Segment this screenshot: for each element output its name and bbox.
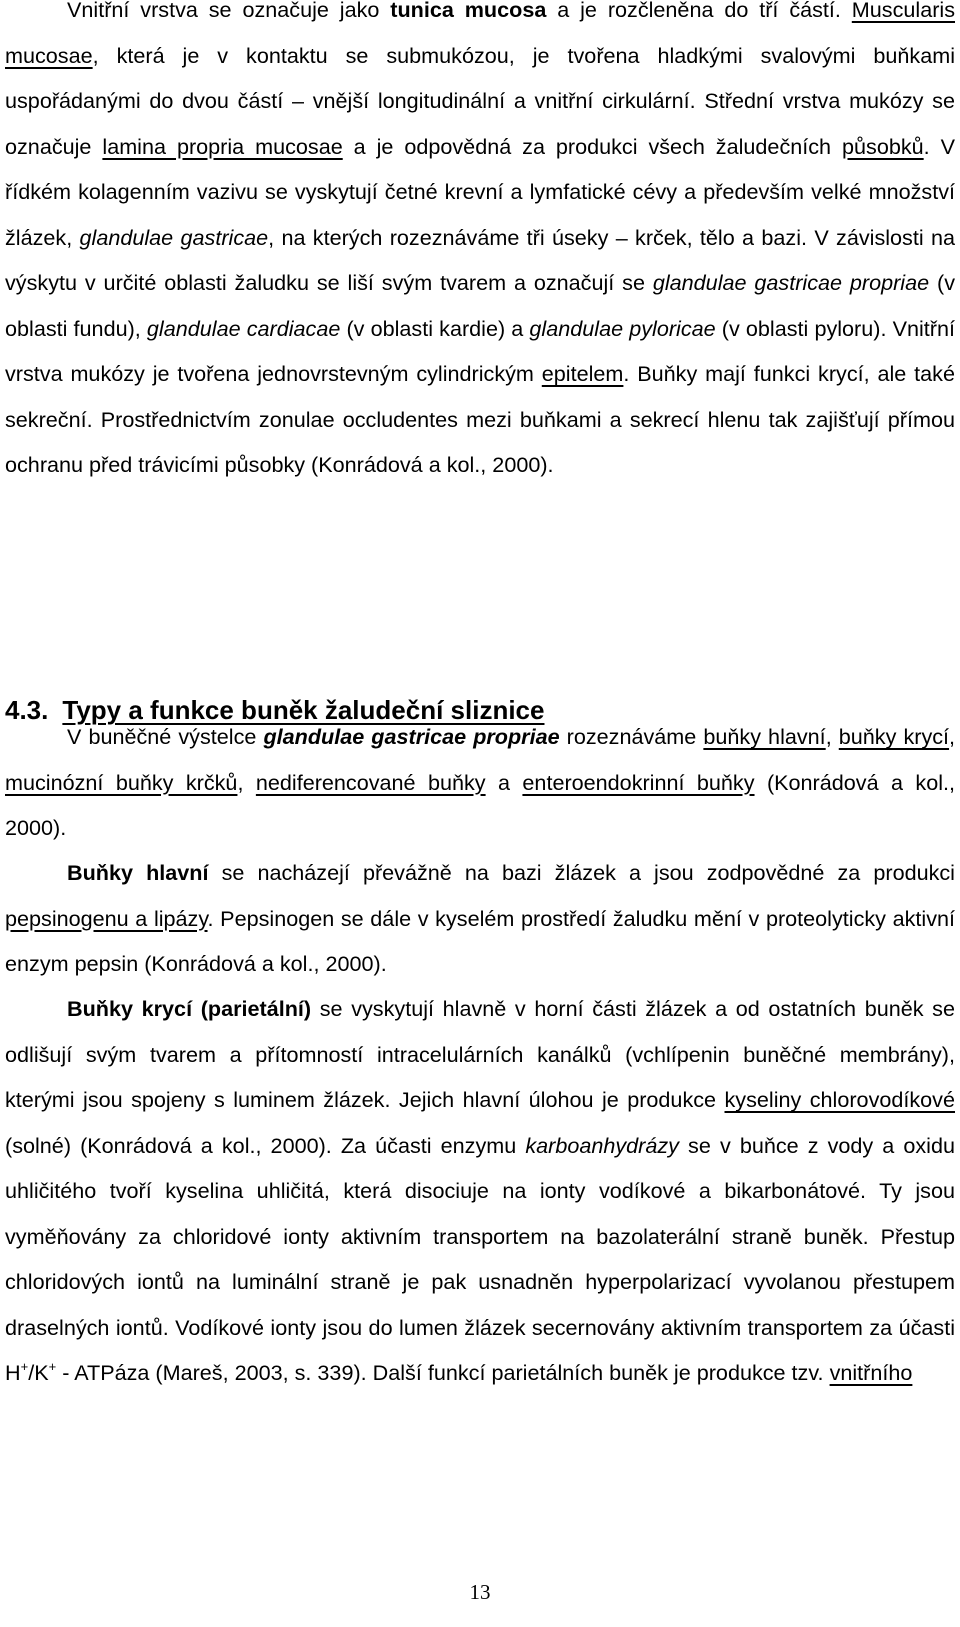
underlined-term: buňky hlavní xyxy=(703,724,826,749)
text: . Buňky mají funkci krycí, ale také sekreční. xyxy=(5,361,955,432)
underlined-term: enteroendokrinní buňky xyxy=(522,769,755,795)
text: a xyxy=(485,769,523,795)
superscript: + xyxy=(48,1359,57,1374)
paragraph-parietal-cells xyxy=(5,986,955,1396)
text: (solné) (Konrádová a kol., 2000). Za účasti enzymu xyxy=(5,1132,526,1158)
bold-italic-term: glandulae gastricae propriae xyxy=(263,724,560,749)
superscript: + xyxy=(20,1359,29,1374)
text: , xyxy=(237,769,256,795)
underlined-term: epitelem xyxy=(541,361,624,386)
paragraph-chief-cells xyxy=(5,850,955,987)
section-title: Typy a funkce buněk žaludeční sliznice xyxy=(62,695,545,725)
bold-term: tunica mucosa xyxy=(390,0,547,22)
page-number: 13 xyxy=(469,1580,491,1604)
underlined-term: mucinózní buňky krčků xyxy=(5,769,238,795)
text: /K xyxy=(28,1360,49,1385)
text: , xyxy=(825,724,839,749)
text: Prostřednictvím zonulae occludentes mezi buňkami a sekrecí hlenu tak zajišťují přímou ochranu před trávicími působky (Konrádová a kol., 2000). xyxy=(5,406,956,477)
text: . Pepsinogen se dále v kyselém prostředí žaludku mění v proteolyticky aktivní enzym pepsin (Konrádová a kol., 2000). xyxy=(5,905,955,976)
paragraph-cell-types xyxy=(5,714,955,851)
italic-term: glandulae pyloricae xyxy=(529,315,716,341)
underlined-term: nediferencované buňky xyxy=(255,769,486,795)
text: (v oblasti kardie) a xyxy=(340,315,530,341)
section-number: 4.3. xyxy=(5,695,49,725)
text: , xyxy=(949,724,956,749)
text: se nacházejí převážně na bazi žlázek a jsou zodpovědné za produkci xyxy=(208,860,955,885)
italic-term: karboanhydrázy xyxy=(525,1132,679,1158)
text: (Konrádová a kol., 2000). xyxy=(5,769,956,840)
text: (v oblasti fundu), xyxy=(5,270,955,341)
text: V závislosti na výskytu v určité oblasti žaludku se liší svým tvarem a označují se xyxy=(5,224,955,295)
underlined-term: pepsinogenu a lipázy xyxy=(5,905,208,931)
italic-term: glandulae gastricae propriae xyxy=(652,270,930,295)
text: a je odpovědná za produkci všech žaludečních xyxy=(342,133,842,159)
text: - ATPáza (Mareš, 2003, s. 339). Další funkcí parietálních buněk je produkce tzv. xyxy=(56,1360,830,1385)
text: , na kterých rozeznáváme tři úseky – krček, tělo a bazi. xyxy=(268,224,815,250)
text: . V řídkém kolagenním vazivu se vyskytují četné krevní a lymfatické cévy a především velké množství žlázek, xyxy=(5,133,955,250)
italic-term: glandulae gastricae xyxy=(79,224,269,250)
underlined-term: lamina propria mucosae xyxy=(102,133,343,159)
text: , která je v kontaktu se submukózou, je tvořena hladkými svalovými buňkami uspořádanými do dvou částí – vnější longitudinální a vnitřní cirkulární. xyxy=(5,42,955,113)
text: (v oblasti pyloru). xyxy=(715,315,893,341)
italic-term: glandulae cardiacae xyxy=(146,315,341,341)
text: Vnitřní vrstva se označuje jako xyxy=(67,0,391,22)
bold-term: Buňky hlavní xyxy=(67,860,209,885)
bold-term: Buňky krycí (parietální) xyxy=(67,996,312,1021)
text: V buněčné výstelce xyxy=(67,724,264,749)
underlined-term: buňky krycí xyxy=(838,724,950,749)
text: a je rozčleněna do tří částí. xyxy=(546,0,852,22)
underlined-term: působků xyxy=(842,133,924,159)
underlined-term: kyseliny chlorovodíkové xyxy=(724,1087,955,1112)
underlined-term: vnitřního xyxy=(829,1360,913,1385)
text: se v buňce z vody a oxidu uhličitého tvoří kyselina uhličitá, která disociuje na ionty vodíkové a bikarbonátové. Ty jsou vyměňovány za chloridové ionty aktivním transportem na bazolaterální straně buněk. Přestup chloridových iontů na luminální straně je pak usnadněn hyperpolarizací vyvolanou přestupem draselných iontů. Vodíkové ionty jsou do lumen žlázek secernovány aktivním transportem za účasti H xyxy=(5,1132,955,1385)
text: se vyskytují hlavně v horní části žlázek a od ostatních buněk se odlišují svým tvarem a přítomností intracelulárních kanálků (vchlípenin buněčné membrány), kterými jsou spojeny s luminem žlázek. Jejich hlavní úlohou je produkce xyxy=(5,996,955,1112)
text: Střední vrstva mukózy se označuje xyxy=(5,88,955,159)
text: rozeznáváme xyxy=(559,724,704,749)
underlined-term: Muscularis mucosae xyxy=(5,0,955,68)
text: Vnitřní vrstva mukózy je tvořena jednovrstevným cylindrickým xyxy=(5,315,955,386)
paragraph-tunica-mucosa xyxy=(5,0,955,488)
